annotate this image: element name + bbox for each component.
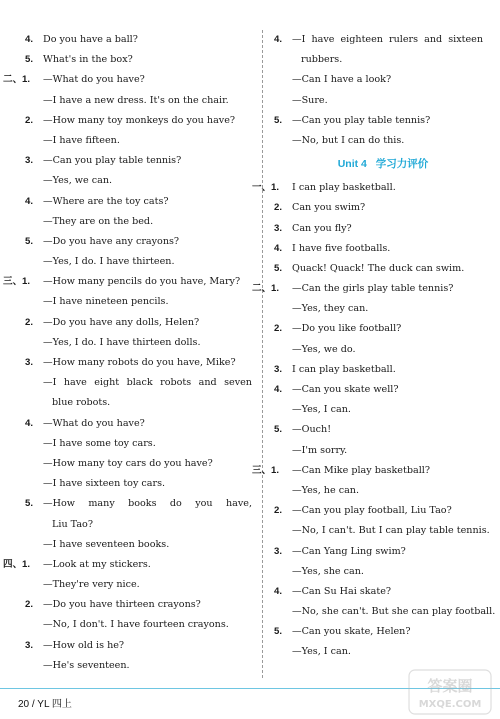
answer-text: —Can Su Hai skate?	[292, 585, 392, 597]
answer-line	[274, 360, 483, 380]
answer-line	[252, 461, 483, 481]
answer-line	[274, 501, 483, 521]
answer-line	[25, 494, 252, 514]
answer-text: —No, I can't. But I can play table tennis.	[292, 525, 490, 537]
watermark-logo	[408, 669, 492, 715]
question-number: 5.	[274, 424, 283, 436]
answer-text: —Can you play table tennis?	[43, 155, 182, 167]
answer-line	[25, 353, 252, 373]
answer-text: —Can Mike play basketball?	[292, 464, 430, 476]
answer-line	[274, 111, 483, 131]
answer-line	[283, 70, 483, 90]
answer-text: —How many toy monkeys do you have?	[43, 114, 236, 126]
answer-line	[25, 636, 252, 656]
answer-line	[34, 575, 252, 595]
answer-line	[283, 602, 496, 622]
page-number: 20	[18, 699, 30, 710]
answer-text: —I have sixteen toy cars.	[43, 478, 166, 490]
answer-text: Can you fly?	[292, 222, 352, 234]
answer-line	[283, 481, 483, 501]
answer-line	[25, 414, 252, 434]
answer-line	[25, 111, 252, 131]
answer-text: —No, she can't. But she can play football.	[292, 606, 496, 618]
unit-number: Unit 4	[337, 158, 367, 171]
answer-line	[252, 279, 483, 299]
answer-line	[274, 319, 483, 339]
answer-text: —Yes, I can.	[292, 404, 351, 416]
question-number: 3.	[25, 155, 34, 167]
question-number: 5.	[25, 54, 34, 66]
answer-text: What's in the box?	[43, 54, 133, 66]
question-number: 1.	[22, 558, 31, 570]
answer-line	[34, 333, 252, 353]
question-number: 3.	[274, 363, 283, 375]
question-number: 1.	[271, 464, 280, 476]
answer-line	[34, 171, 252, 191]
answer-line	[274, 380, 483, 400]
section-marker: 二、	[3, 74, 23, 86]
answer-text: —How many robots do you have, Mike?	[43, 357, 236, 368]
answer-line	[25, 313, 252, 333]
question-number: 4.	[25, 417, 34, 429]
left-answer-column	[3, 30, 252, 676]
answer-text: —Where are the toy cats?	[43, 195, 169, 207]
right-bottom-answers	[252, 178, 496, 663]
answer-text: —Do you have any crayons?	[43, 235, 180, 247]
answer-line	[25, 50, 252, 70]
answer-text: Quack! Quack! The duck can swim.	[292, 262, 465, 274]
footer-book-code: / YL 四上	[31, 699, 72, 710]
answer-line	[274, 239, 483, 259]
answer-text: —Yes, they can.	[292, 303, 369, 315]
answer-text: —They are on the bed.	[43, 215, 154, 227]
answer-line	[34, 454, 252, 474]
answer-line	[283, 299, 483, 319]
answer-text: —Can you skate, Helen?	[292, 626, 411, 638]
question-number: 1.	[22, 276, 31, 288]
answer-text: —What do you have?	[43, 417, 145, 429]
section-marker: 一、	[252, 182, 272, 194]
question-number: 3.	[274, 545, 283, 557]
answer-text: —Yes, I do. I have thirteen dolls.	[43, 336, 201, 348]
section-marker: 三、	[3, 276, 23, 288]
right-top-answers	[274, 30, 483, 151]
answer-text: —They're very nice.	[43, 579, 140, 591]
answer-text: —Do you have any dolls, Helen?	[43, 316, 200, 328]
svg-text:MXQE.COM: MXQE.COM	[418, 699, 482, 710]
answer-text: I have five footballs.	[292, 242, 391, 254]
answer-text: —Yes, I can.	[292, 646, 351, 658]
answer-line	[274, 582, 483, 602]
question-number: 5.	[25, 498, 34, 510]
question-number: 2.	[274, 202, 283, 214]
answer-line	[252, 178, 483, 198]
answer-line	[283, 340, 483, 360]
question-number: 4.	[25, 195, 34, 207]
answer-text: —I have fifteen.	[43, 134, 120, 146]
answer-text: —Yes, she can.	[292, 565, 364, 577]
answer-line	[274, 622, 483, 642]
section-marker: 二、	[252, 283, 272, 295]
answer-text: —I have seventeen books.	[43, 538, 170, 550]
answer-text: I can play basketball.	[292, 363, 396, 375]
answer-text: —I have eight black robots and seven	[43, 377, 252, 389]
section-marker: 四、	[3, 558, 23, 570]
answer-line	[283, 642, 483, 662]
question-number: 2.	[25, 114, 34, 126]
question-number: 4.	[274, 34, 283, 45]
answer-text: —Can Yang Ling swim?	[292, 545, 406, 557]
answer-text: Do you have a ball?	[43, 34, 138, 45]
answer-line	[34, 393, 252, 413]
answer-line	[34, 535, 252, 555]
svg-text:答案圈: 答案圈	[427, 677, 473, 695]
answer-text: —Do you like football?	[292, 323, 402, 335]
answer-text: —Can I have a look?	[292, 74, 392, 86]
question-number: 4.	[274, 242, 283, 254]
answer-text: —He's seventeen.	[43, 659, 130, 671]
unit-title: 学习力评价	[375, 158, 429, 171]
question-number: 2.	[25, 316, 34, 328]
question-number: 4.	[274, 384, 283, 395]
question-number: 5.	[274, 114, 283, 126]
answer-text: —Can you play football, Liu Tao?	[292, 505, 452, 517]
answer-line	[34, 252, 252, 272]
answer-text: —I'm sorry.	[292, 444, 348, 456]
question-number: 5.	[25, 235, 34, 247]
question-number: 3.	[25, 639, 34, 651]
answer-line	[25, 232, 252, 252]
answer-line	[34, 615, 252, 635]
question-number: 5.	[274, 262, 283, 274]
answer-line	[34, 515, 252, 535]
answer-line	[274, 259, 483, 279]
question-number: 3.	[274, 222, 283, 234]
section-marker: 三、	[252, 464, 272, 476]
answer-text: —I have some toy cars.	[43, 437, 156, 449]
answer-text: —How many toy cars do you have?	[43, 457, 213, 469]
answer-line	[274, 198, 483, 218]
answer-text: —I have eighteen rulers and sixteen	[292, 34, 483, 45]
answer-text: —Yes, he can.	[292, 484, 360, 496]
answer-line	[274, 542, 483, 562]
answer-line	[3, 272, 252, 292]
answer-text: —I have a new dress. It's on the chair.	[43, 94, 229, 106]
answer-text: —How old is he?	[43, 639, 125, 651]
answer-line	[34, 373, 252, 393]
answer-line	[34, 212, 252, 232]
column-divider	[262, 30, 263, 678]
answer-line	[283, 562, 483, 582]
answer-text: —No, I don't. I have fourteen crayons.	[43, 619, 229, 631]
answer-line	[283, 131, 483, 151]
answer-line	[274, 420, 483, 440]
page-footer	[18, 695, 72, 710]
answer-line	[283, 50, 483, 70]
answer-line	[274, 219, 483, 239]
answer-text: —Can you skate well?	[292, 384, 399, 395]
answer-line	[34, 434, 252, 454]
answer-text: Liu Tao?	[52, 518, 93, 530]
answer-line	[3, 555, 252, 575]
answer-text: —Yes, we do.	[292, 343, 356, 355]
question-number: 4.	[274, 585, 283, 597]
answer-line	[283, 91, 483, 111]
answer-line	[25, 595, 252, 615]
question-number: 2.	[25, 599, 34, 611]
answer-text: Can you swim?	[292, 202, 366, 214]
question-number: 5.	[274, 626, 283, 638]
answer-text: —No, but I can do this.	[292, 134, 405, 146]
question-number: 2.	[274, 505, 283, 517]
answer-line	[25, 151, 252, 171]
answer-text: —Can the girls play table tennis?	[292, 283, 454, 295]
answer-line	[34, 656, 252, 676]
answer-text: —I have nineteen pencils.	[43, 296, 169, 308]
answer-text: —How many books do you have,	[43, 498, 252, 510]
answer-line	[34, 292, 252, 312]
answer-line	[25, 30, 252, 50]
unit-heading	[283, 151, 483, 178]
answer-text: —Sure.	[292, 94, 328, 106]
answer-text: —Do you have thirteen crayons?	[43, 599, 201, 611]
answer-text: —What do you have?	[43, 74, 145, 86]
question-number: 1.	[271, 283, 280, 295]
answer-text: blue robots.	[52, 397, 111, 409]
answer-text: —Can you play table tennis?	[292, 114, 431, 126]
answer-line	[283, 400, 483, 420]
answer-line	[3, 70, 252, 90]
answer-text: —Look at my stickers.	[43, 558, 151, 570]
answer-text: —Yes, I do. I have thirteen.	[43, 256, 175, 268]
question-number: 2.	[274, 323, 283, 335]
answer-text: I can play basketball.	[292, 182, 396, 194]
right-answer-column	[252, 30, 496, 663]
answer-text: —How many pencils do you have, Mary?	[43, 276, 241, 288]
answer-text: —Ouch!	[292, 424, 332, 436]
answer-line	[283, 521, 490, 541]
answer-line	[34, 91, 252, 111]
answer-text: rubbers.	[301, 54, 343, 66]
answer-line	[283, 441, 483, 461]
question-number: 1.	[22, 74, 31, 86]
answer-line	[34, 131, 252, 151]
answer-line	[25, 192, 252, 212]
question-number: 1.	[271, 182, 280, 194]
answer-line	[274, 30, 483, 50]
question-number: 4.	[25, 34, 34, 45]
question-number: 3.	[25, 357, 34, 368]
answer-text: —Yes, we can.	[43, 175, 113, 187]
answer-line	[34, 474, 252, 494]
